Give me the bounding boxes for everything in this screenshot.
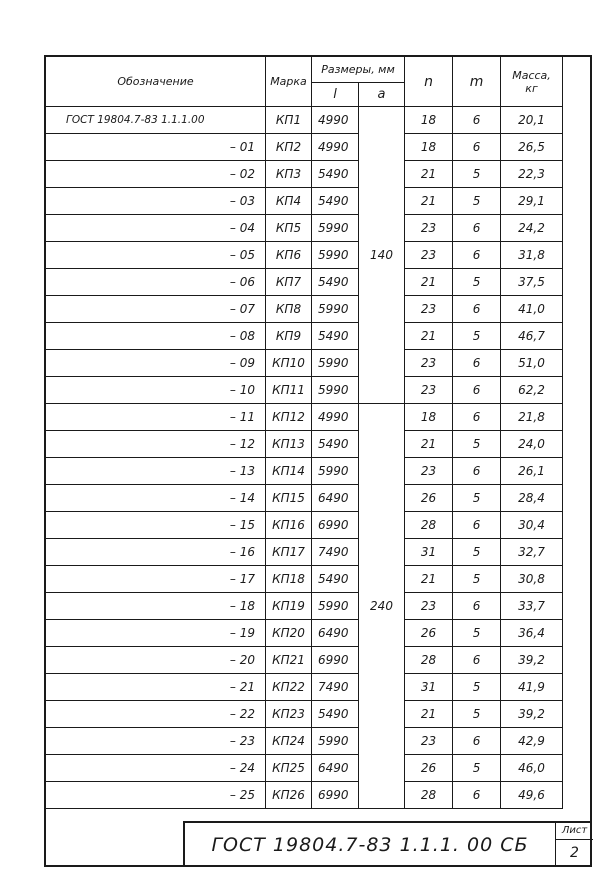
m-cell: 6 xyxy=(453,458,501,485)
table-row xyxy=(46,215,563,242)
mark-cell: КП23 xyxy=(266,701,312,728)
length-cell: 5990 xyxy=(312,377,359,404)
m-cell: 5 xyxy=(453,755,501,782)
document-number: ГОСТ 19804.7-83 1.1.1. 00 СБ xyxy=(211,834,529,856)
mark-cell: КП3 xyxy=(266,161,312,188)
mass-cell: 36,4 xyxy=(501,620,563,647)
m-cell: 6 xyxy=(453,107,501,134)
length-cell: 6990 xyxy=(312,782,359,809)
n-cell: 21 xyxy=(405,566,453,593)
mark-cell: КП20 xyxy=(266,620,312,647)
table-row xyxy=(46,512,563,539)
length-cell: 5990 xyxy=(312,458,359,485)
mark-cell: КП19 xyxy=(266,593,312,620)
designation-cell: – 08 xyxy=(46,323,266,350)
designation-cell: – 01 xyxy=(46,134,266,161)
mass-cell: 30,8 xyxy=(501,566,563,593)
n-cell: 31 xyxy=(405,674,453,701)
table-row xyxy=(46,107,563,134)
n-cell: 28 xyxy=(405,647,453,674)
mark-cell: КП2 xyxy=(266,134,312,161)
table-row xyxy=(46,323,563,350)
length-cell: 4990 xyxy=(312,134,359,161)
m-cell: 6 xyxy=(453,782,501,809)
mark-cell: КП6 xyxy=(266,242,312,269)
mass-cell: 22,3 xyxy=(501,161,563,188)
specification-table xyxy=(45,56,563,809)
m-cell: 5 xyxy=(453,188,501,215)
m-cell: 6 xyxy=(453,647,501,674)
mass-cell: 32,7 xyxy=(501,539,563,566)
length-cell: 5490 xyxy=(312,431,359,458)
length-cell: 7490 xyxy=(312,674,359,701)
designation-cell: – 09 xyxy=(46,350,266,377)
length-cell: 6990 xyxy=(312,512,359,539)
length-cell: 4990 xyxy=(312,404,359,431)
n-cell: 21 xyxy=(405,188,453,215)
n-cell: 23 xyxy=(405,242,453,269)
n-cell: 21 xyxy=(405,701,453,728)
mass-cell: 46,7 xyxy=(501,323,563,350)
mark-cell: КП22 xyxy=(266,674,312,701)
n-cell: 31 xyxy=(405,539,453,566)
n-cell: 18 xyxy=(405,134,453,161)
designation-cell: – 12 xyxy=(46,431,266,458)
designation-cell: – 22 xyxy=(46,701,266,728)
mass-cell: 41,0 xyxy=(501,296,563,323)
designation-cell: – 18 xyxy=(46,593,266,620)
title-block xyxy=(183,821,592,867)
designation-cell: – 15 xyxy=(46,512,266,539)
mark-cell: КП26 xyxy=(266,782,312,809)
mark-cell: КП11 xyxy=(266,377,312,404)
n-cell: 21 xyxy=(405,431,453,458)
table-row xyxy=(46,647,563,674)
mark-cell: КП15 xyxy=(266,485,312,512)
mass-cell: 51,0 xyxy=(501,350,563,377)
m-cell: 5 xyxy=(453,674,501,701)
mass-cell: 62,2 xyxy=(501,377,563,404)
table-row xyxy=(46,728,563,755)
n-cell: 21 xyxy=(405,161,453,188)
m-cell: 5 xyxy=(453,485,501,512)
designation-cell: ГОСТ 19804.7-83 1.1.1.00 xyxy=(46,107,266,134)
designation-cell: – 10 xyxy=(46,377,266,404)
length-cell: 5990 xyxy=(312,593,359,620)
table-row xyxy=(46,485,563,512)
table-row xyxy=(46,350,563,377)
table-row xyxy=(46,674,563,701)
designation-cell: – 13 xyxy=(46,458,266,485)
mark-cell: КП4 xyxy=(266,188,312,215)
m-cell: 6 xyxy=(453,215,501,242)
m-cell: 6 xyxy=(453,350,501,377)
header-mass: Масса, кг xyxy=(501,57,563,107)
m-cell: 6 xyxy=(453,593,501,620)
designation-cell: – 25 xyxy=(46,782,266,809)
designation-cell: – 23 xyxy=(46,728,266,755)
length-cell: 6490 xyxy=(312,485,359,512)
n-cell: 18 xyxy=(405,107,453,134)
a-dimension-cell: 240 xyxy=(359,404,405,809)
mass-cell: 46,0 xyxy=(501,755,563,782)
table-row xyxy=(46,134,563,161)
n-cell: 23 xyxy=(405,215,453,242)
n-cell: 26 xyxy=(405,485,453,512)
m-cell: 5 xyxy=(453,323,501,350)
sheet-number: 2 xyxy=(570,845,579,861)
header-mark: Марка xyxy=(266,57,312,107)
table-row xyxy=(46,539,563,566)
mass-cell: 26,1 xyxy=(501,458,563,485)
mark-cell: КП10 xyxy=(266,350,312,377)
mass-cell: 33,7 xyxy=(501,593,563,620)
designation-cell: – 16 xyxy=(46,539,266,566)
designation-cell: – 24 xyxy=(46,755,266,782)
table-row xyxy=(46,431,563,458)
n-cell: 23 xyxy=(405,593,453,620)
length-cell: 5490 xyxy=(312,701,359,728)
designation-cell: – 14 xyxy=(46,485,266,512)
mass-cell: 21,8 xyxy=(501,404,563,431)
designation-cell: – 07 xyxy=(46,296,266,323)
designation-cell: – 11 xyxy=(46,404,266,431)
n-cell: 28 xyxy=(405,782,453,809)
m-cell: 5 xyxy=(453,539,501,566)
n-cell: 23 xyxy=(405,728,453,755)
m-cell: 6 xyxy=(453,242,501,269)
length-cell: 5490 xyxy=(312,269,359,296)
mass-cell: 41,9 xyxy=(501,674,563,701)
mark-cell: КП9 xyxy=(266,323,312,350)
designation-cell: – 05 xyxy=(46,242,266,269)
header-a: a xyxy=(359,83,405,107)
table-row xyxy=(46,458,563,485)
mark-cell: КП21 xyxy=(266,647,312,674)
m-cell: 6 xyxy=(453,134,501,161)
mark-cell: КП25 xyxy=(266,755,312,782)
length-cell: 6490 xyxy=(312,620,359,647)
table-row xyxy=(46,296,563,323)
mark-cell: КП8 xyxy=(266,296,312,323)
length-cell: 5490 xyxy=(312,188,359,215)
mass-cell: 24,2 xyxy=(501,215,563,242)
m-cell: 6 xyxy=(453,512,501,539)
table-row xyxy=(46,701,563,728)
length-cell: 7490 xyxy=(312,539,359,566)
m-cell: 6 xyxy=(453,728,501,755)
m-cell: 6 xyxy=(453,404,501,431)
mark-cell: КП14 xyxy=(266,458,312,485)
mass-cell: 37,5 xyxy=(501,269,563,296)
header-designation: Обозначение xyxy=(46,57,266,107)
n-cell: 28 xyxy=(405,512,453,539)
length-cell: 5490 xyxy=(312,566,359,593)
mass-cell: 28,4 xyxy=(501,485,563,512)
m-cell: 5 xyxy=(453,701,501,728)
mark-cell: КП18 xyxy=(266,566,312,593)
mark-cell: КП7 xyxy=(266,269,312,296)
length-cell: 5990 xyxy=(312,296,359,323)
m-cell: 5 xyxy=(453,161,501,188)
mark-cell: КП16 xyxy=(266,512,312,539)
designation-cell: – 04 xyxy=(46,215,266,242)
m-cell: 5 xyxy=(453,431,501,458)
table-row xyxy=(46,161,563,188)
n-cell: 26 xyxy=(405,755,453,782)
table-row xyxy=(46,755,563,782)
length-cell: 6490 xyxy=(312,755,359,782)
designation-cell: – 21 xyxy=(46,674,266,701)
header-l: l xyxy=(312,83,359,107)
table-row xyxy=(46,188,563,215)
length-cell: 4990 xyxy=(312,107,359,134)
n-cell: 23 xyxy=(405,350,453,377)
mass-cell: 20,1 xyxy=(501,107,563,134)
mark-cell: КП5 xyxy=(266,215,312,242)
mass-cell: 24,0 xyxy=(501,431,563,458)
n-cell: 26 xyxy=(405,620,453,647)
length-cell: 5990 xyxy=(312,728,359,755)
m-cell: 5 xyxy=(453,566,501,593)
table-row xyxy=(46,593,563,620)
m-cell: 6 xyxy=(453,296,501,323)
mark-cell: КП17 xyxy=(266,539,312,566)
a-dimension-cell: 140 xyxy=(359,107,405,404)
mark-cell: КП1 xyxy=(266,107,312,134)
mass-cell: 29,1 xyxy=(501,188,563,215)
table-row xyxy=(46,782,563,809)
mark-cell: КП24 xyxy=(266,728,312,755)
table-row xyxy=(46,377,563,404)
mass-cell: 39,2 xyxy=(501,701,563,728)
n-cell: 23 xyxy=(405,296,453,323)
table-row xyxy=(46,404,563,431)
n-cell: 21 xyxy=(405,269,453,296)
specification-body xyxy=(46,107,563,809)
sheet-label: Лист xyxy=(556,823,593,840)
table-row xyxy=(46,566,563,593)
length-cell: 6990 xyxy=(312,647,359,674)
sheet-box xyxy=(555,823,593,867)
mass-cell: 49,6 xyxy=(501,782,563,809)
n-cell: 21 xyxy=(405,323,453,350)
mass-cell: 26,5 xyxy=(501,134,563,161)
m-cell: 6 xyxy=(453,377,501,404)
table-row xyxy=(46,620,563,647)
designation-cell: – 02 xyxy=(46,161,266,188)
length-cell: 5490 xyxy=(312,323,359,350)
n-cell: 23 xyxy=(405,458,453,485)
table-row xyxy=(46,269,563,296)
mass-cell: 42,9 xyxy=(501,728,563,755)
designation-cell: – 19 xyxy=(46,620,266,647)
designation-cell: – 20 xyxy=(46,647,266,674)
table-row xyxy=(46,242,563,269)
designation-cell: – 17 xyxy=(46,566,266,593)
header-n: n xyxy=(405,57,453,107)
length-cell: 5990 xyxy=(312,350,359,377)
length-cell: 5490 xyxy=(312,161,359,188)
mass-cell: 31,8 xyxy=(501,242,563,269)
header-m: m xyxy=(453,57,501,107)
mark-cell: КП12 xyxy=(266,404,312,431)
header-dimensions: Размеры, мм xyxy=(312,57,405,83)
designation-cell: – 03 xyxy=(46,188,266,215)
n-cell: 18 xyxy=(405,404,453,431)
mass-cell: 39,2 xyxy=(501,647,563,674)
length-cell: 5990 xyxy=(312,242,359,269)
mark-cell: КП13 xyxy=(266,431,312,458)
m-cell: 5 xyxy=(453,269,501,296)
designation-cell: – 06 xyxy=(46,269,266,296)
n-cell: 23 xyxy=(405,377,453,404)
m-cell: 5 xyxy=(453,620,501,647)
mass-cell: 30,4 xyxy=(501,512,563,539)
length-cell: 5990 xyxy=(312,215,359,242)
